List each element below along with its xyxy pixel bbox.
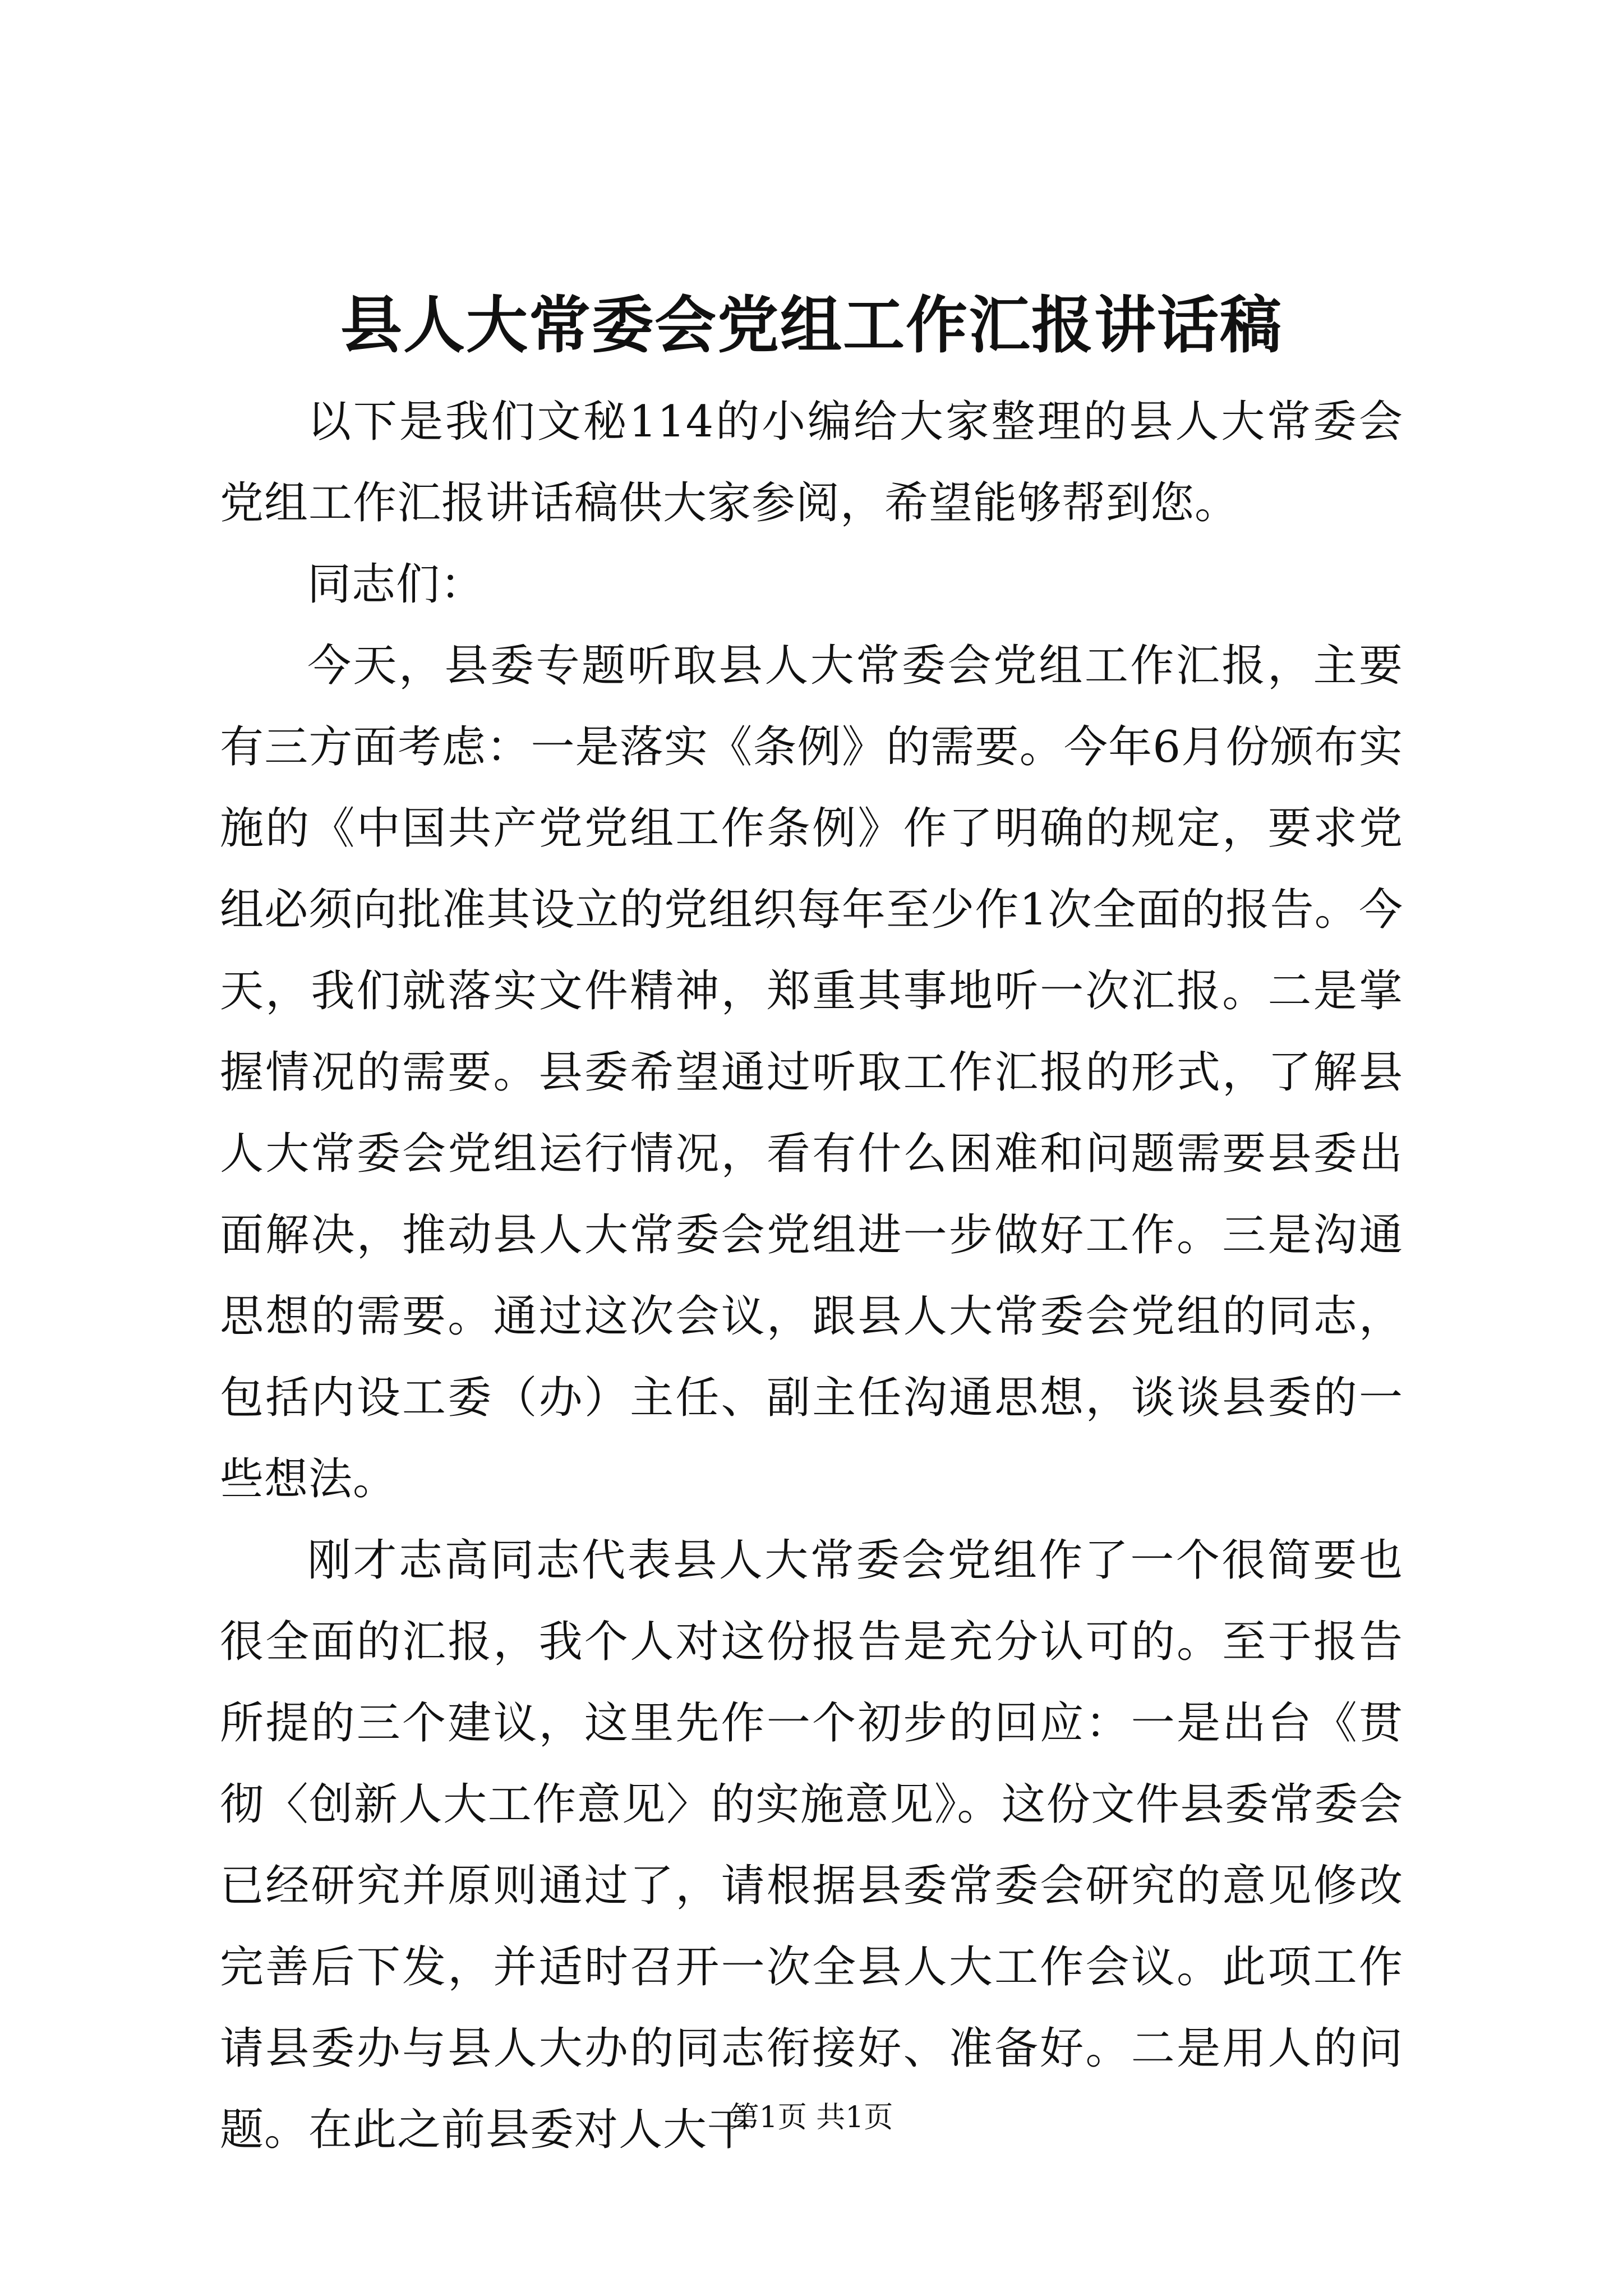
document-body [220, 381, 1403, 2171]
page-footer: 第1页 共1页 [730, 2101, 893, 2134]
paragraph-main-2: 刚才志高同志代表县人大常委会党组作了一个很简要也很全面的汇报，我个人对这份报告是充分认可的。至于报告所提的三个建议，这里先作一个初步的回应：一是出台《贯彻〈创新人大工作意见〉的实施意见》。这份文件县委常委会已经研究并原则通过了，请根据县委常委会研究的意见修改完善后下发，并适时召开一次全县人大工作会议。此项工作请县委办与县人大办的同志衔接好、准备好。二是用人的问题。在此之前县委对人大干 [220, 1535, 1403, 2155]
paragraph-salutation: 同志们： [307, 559, 485, 610]
document-title: 县人大常委会党组工作汇报讲话稿 [340, 289, 1283, 361]
paragraph-intro: 以下是我们文秘114的小编给大家整理的县人大常委会党组工作汇报讲话稿供大家参阅，希望能够帮到您。 [220, 397, 1403, 528]
paragraph-main-1: 今天，县委专题听取县人大常委会党组工作汇报，主要有三方面考虑：一是落实《条例》的需要。今年6月份颁布实施的《中国共产党党组工作条例》作了明确的规定，要求党组必须向批准其设立的党组织每年至少作1次全面的报告。今天，我们就落实文件精神，郑重其事地听一次汇报。二是掌握情况的需要。县委希望通过听取工作汇报的形式，了解县人大常委会党组运行情况，看有什么困难和问题需要县委出面解决，推动县人大常委会党组进一步做好工作。三是沟通思想的需要。通过这次会议，跟县人大常委会党组的同志，包括内设工委（办）主任、副主任沟通思想，谈谈县委的一些想法。 [220, 641, 1403, 1504]
